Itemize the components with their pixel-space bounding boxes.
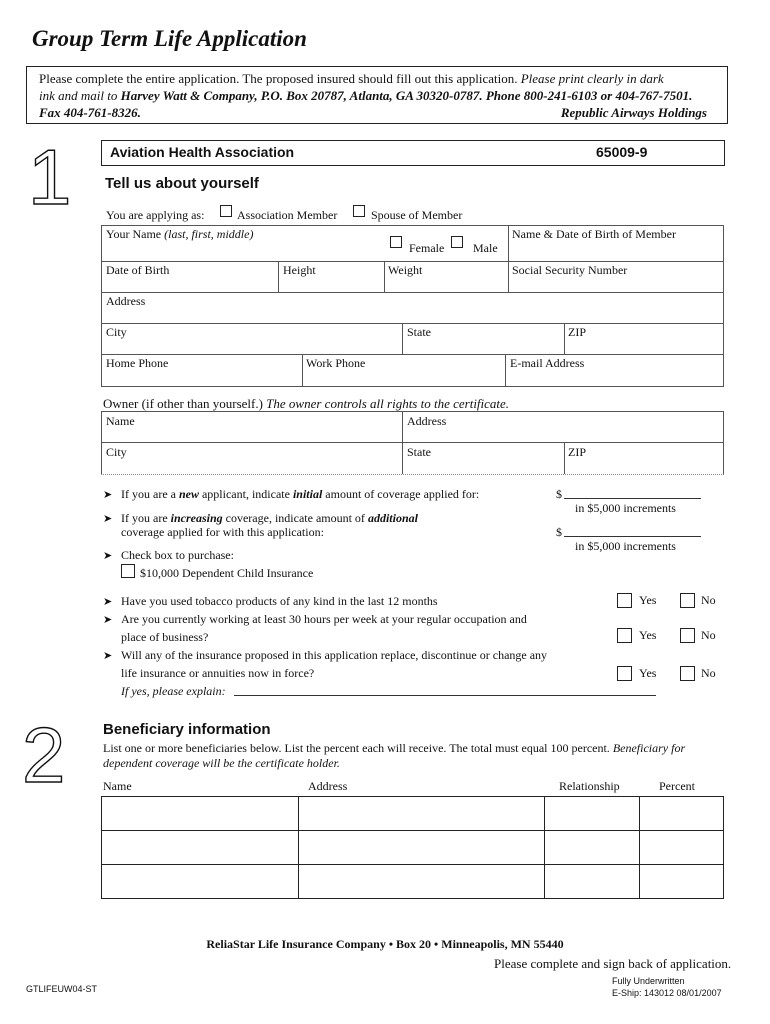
dependent-child-label: $10,000 Dependent Child Insurance bbox=[140, 566, 314, 580]
arrow-icon: ➤ bbox=[103, 513, 113, 525]
footer-continue-note: Please complete and sign back of application. bbox=[494, 956, 732, 971]
grid-line bbox=[564, 442, 565, 474]
tobacco-no-checkbox[interactable] bbox=[680, 593, 695, 608]
beneficiary-2-address[interactable] bbox=[299, 831, 544, 864]
association-code: 65009-9 bbox=[596, 144, 648, 160]
form-code: GTLIFEUW04-ST bbox=[26, 984, 98, 994]
section-2-number: 2 bbox=[22, 711, 66, 799]
grid-line bbox=[505, 354, 506, 386]
beneficiary-3-address[interactable] bbox=[299, 865, 544, 898]
yes-label: Yes bbox=[639, 666, 657, 680]
dob-field[interactable]: Date of Birth bbox=[106, 263, 170, 277]
explain-input[interactable] bbox=[234, 695, 656, 696]
home-phone-field[interactable]: Home Phone bbox=[106, 356, 169, 370]
section-1-heading: Tell us about yourself bbox=[105, 175, 259, 192]
new-applicant-question: If you are a new applicant, indicate initial amount of coverage applied for: bbox=[121, 487, 480, 501]
owner-address-field[interactable]: Address bbox=[407, 414, 447, 428]
increasing-question-line2: coverage applied for with this application: bbox=[121, 525, 324, 539]
col-relationship-header: Relationship bbox=[559, 779, 620, 793]
dollar-sign: $ bbox=[556, 487, 562, 501]
replace-question-line2: life insurance or annuities now in force? bbox=[121, 666, 315, 680]
grid-line bbox=[101, 323, 724, 324]
beneficiary-1-percent[interactable] bbox=[640, 797, 723, 830]
grid-line bbox=[302, 354, 303, 386]
male-checkbox[interactable] bbox=[451, 236, 463, 248]
male-label: Male bbox=[473, 241, 498, 255]
state-field[interactable]: State bbox=[407, 325, 431, 339]
intro-box bbox=[26, 66, 728, 124]
intro-line-3: Fax 404-761-8326. Republic Airways Holdings bbox=[39, 105, 707, 120]
grid-line bbox=[384, 261, 385, 292]
arrow-icon: ➤ bbox=[103, 650, 113, 662]
female-label: Female bbox=[409, 241, 445, 255]
female-checkbox[interactable] bbox=[390, 236, 402, 248]
member-name-dob-field[interactable]: Name & Date of Birth of Member bbox=[512, 227, 676, 241]
beneficiary-description-line2: dependent coverage will be the certificate holder. bbox=[103, 756, 340, 770]
city-field[interactable]: City bbox=[106, 325, 127, 339]
increments-note: in $5,000 increments bbox=[575, 539, 676, 553]
address-field[interactable]: Address bbox=[106, 294, 146, 308]
spouse-option-label: Spouse of Member bbox=[371, 208, 463, 222]
replace-no-checkbox[interactable] bbox=[680, 666, 695, 681]
association-name: Aviation Health Association bbox=[110, 144, 295, 160]
member-checkbox[interactable] bbox=[220, 205, 232, 217]
beneficiary-1-address[interactable] bbox=[299, 797, 544, 830]
owner-city-field[interactable]: City bbox=[106, 445, 127, 459]
grid-line bbox=[101, 411, 724, 412]
height-field[interactable]: Height bbox=[283, 263, 316, 277]
additional-amount-input[interactable] bbox=[564, 536, 701, 537]
beneficiary-3-relationship[interactable] bbox=[545, 865, 639, 898]
no-label: No bbox=[701, 666, 716, 680]
no-label: No bbox=[701, 628, 716, 642]
grid-line bbox=[101, 474, 724, 475]
replace-question: Will any of the insurance proposed in this application replace, discontinue or change any bbox=[121, 648, 548, 662]
intro-line-1: Please complete the entire application. The proposed insured should fill out this application. Please print clearly in dark bbox=[39, 71, 664, 86]
grid-line bbox=[101, 225, 102, 386]
beneficiary-2-relationship[interactable] bbox=[545, 831, 639, 864]
working-yes-checkbox[interactable] bbox=[617, 628, 632, 643]
yes-label: Yes bbox=[639, 593, 657, 607]
arrow-icon: ➤ bbox=[103, 550, 113, 562]
zip-field[interactable]: ZIP bbox=[568, 325, 586, 339]
eship-label: E-Ship: 143012 08/01/2007 bbox=[612, 988, 722, 998]
replace-yes-checkbox[interactable] bbox=[617, 666, 632, 681]
no-label: No bbox=[701, 593, 716, 607]
work-phone-field[interactable]: Work Phone bbox=[306, 356, 366, 370]
intro-line-2: ink and mail to Harvey Watt & Company, P.O. Box 20787, Atlanta, GA 30320-0787. Phone 800-241-6103 or 404-767-7501. bbox=[39, 88, 693, 103]
working-no-checkbox[interactable] bbox=[680, 628, 695, 643]
owner-name-field[interactable]: Name bbox=[106, 414, 135, 428]
arrow-icon: ➤ bbox=[103, 489, 113, 501]
your-name-field[interactable]: Your Name (last, first, middle) bbox=[106, 227, 254, 241]
grid-line bbox=[723, 225, 724, 386]
beneficiary-1-name[interactable] bbox=[102, 797, 298, 830]
beneficiary-2-name[interactable] bbox=[102, 831, 298, 864]
section-2-heading: Beneficiary information bbox=[103, 721, 271, 738]
owner-zip-field[interactable]: ZIP bbox=[568, 445, 586, 459]
grid-line bbox=[278, 261, 279, 292]
section-1-number: 1 bbox=[28, 133, 72, 221]
email-field[interactable]: E-mail Address bbox=[510, 356, 585, 370]
explain-label: If yes, please explain: bbox=[121, 684, 226, 698]
grid-line bbox=[402, 411, 403, 474]
ssn-field[interactable]: Social Security Number bbox=[512, 263, 628, 277]
grid-line bbox=[101, 411, 102, 474]
grid-line bbox=[402, 323, 403, 354]
owner-heading: Owner (if other than yourself.) The owner controls all rights to the certificate. bbox=[103, 396, 510, 411]
beneficiary-3-name[interactable] bbox=[102, 865, 298, 898]
grid-line bbox=[564, 323, 565, 354]
yes-label: Yes bbox=[639, 628, 657, 642]
dependent-child-checkbox[interactable] bbox=[121, 564, 135, 578]
owner-state-field[interactable]: State bbox=[407, 445, 431, 459]
working-question-line2: place of business? bbox=[121, 630, 209, 644]
beneficiary-1-relationship[interactable] bbox=[545, 797, 639, 830]
tobacco-yes-checkbox[interactable] bbox=[617, 593, 632, 608]
grid-line bbox=[101, 354, 724, 355]
grid-line bbox=[101, 386, 724, 387]
arrow-icon: ➤ bbox=[103, 596, 113, 608]
applying-as-label: You are applying as: bbox=[106, 208, 205, 222]
col-percent-header: Percent bbox=[659, 779, 695, 793]
increasing-question: If you are increasing coverage, indicate amount of additional bbox=[121, 511, 418, 525]
footer-company: ReliaStar Life Insurance Company • Box 20 • Minneapolis, MN 55440 bbox=[206, 937, 564, 951]
tobacco-question: Have you used tobacco products of any kind in the last 12 months bbox=[121, 594, 438, 608]
col-address-header: Address bbox=[308, 779, 348, 793]
dollar-sign: $ bbox=[556, 525, 562, 539]
spouse-checkbox[interactable] bbox=[353, 205, 365, 217]
purchase-instruction: Check box to purchase: bbox=[121, 548, 234, 562]
increments-note: in $5,000 increments bbox=[575, 501, 676, 515]
page-title: Group Term Life Application bbox=[32, 26, 307, 51]
col-name-header: Name bbox=[103, 779, 132, 793]
underwritten-label: Fully Underwritten bbox=[612, 976, 685, 986]
grid-line bbox=[101, 261, 724, 262]
association-header bbox=[101, 140, 725, 166]
member-option-label: Association Member bbox=[237, 208, 338, 222]
beneficiary-description: List one or more beneficiaries below. List the percent each will receive. The total must equal 100 percent. Beneficiary for bbox=[103, 741, 686, 755]
grid-line bbox=[723, 411, 724, 474]
grid-line bbox=[101, 292, 724, 293]
working-question: Are you currently working at least 30 hours per week at your regular occupation and bbox=[121, 612, 527, 626]
initial-amount-input[interactable] bbox=[564, 498, 701, 499]
arrow-icon: ➤ bbox=[103, 614, 113, 626]
beneficiary-3-percent[interactable] bbox=[640, 865, 723, 898]
grid-line bbox=[508, 225, 509, 292]
grid-line bbox=[101, 442, 724, 443]
beneficiary-2-percent[interactable] bbox=[640, 831, 723, 864]
weight-field[interactable]: Weight bbox=[388, 263, 423, 277]
grid-line bbox=[101, 225, 724, 226]
